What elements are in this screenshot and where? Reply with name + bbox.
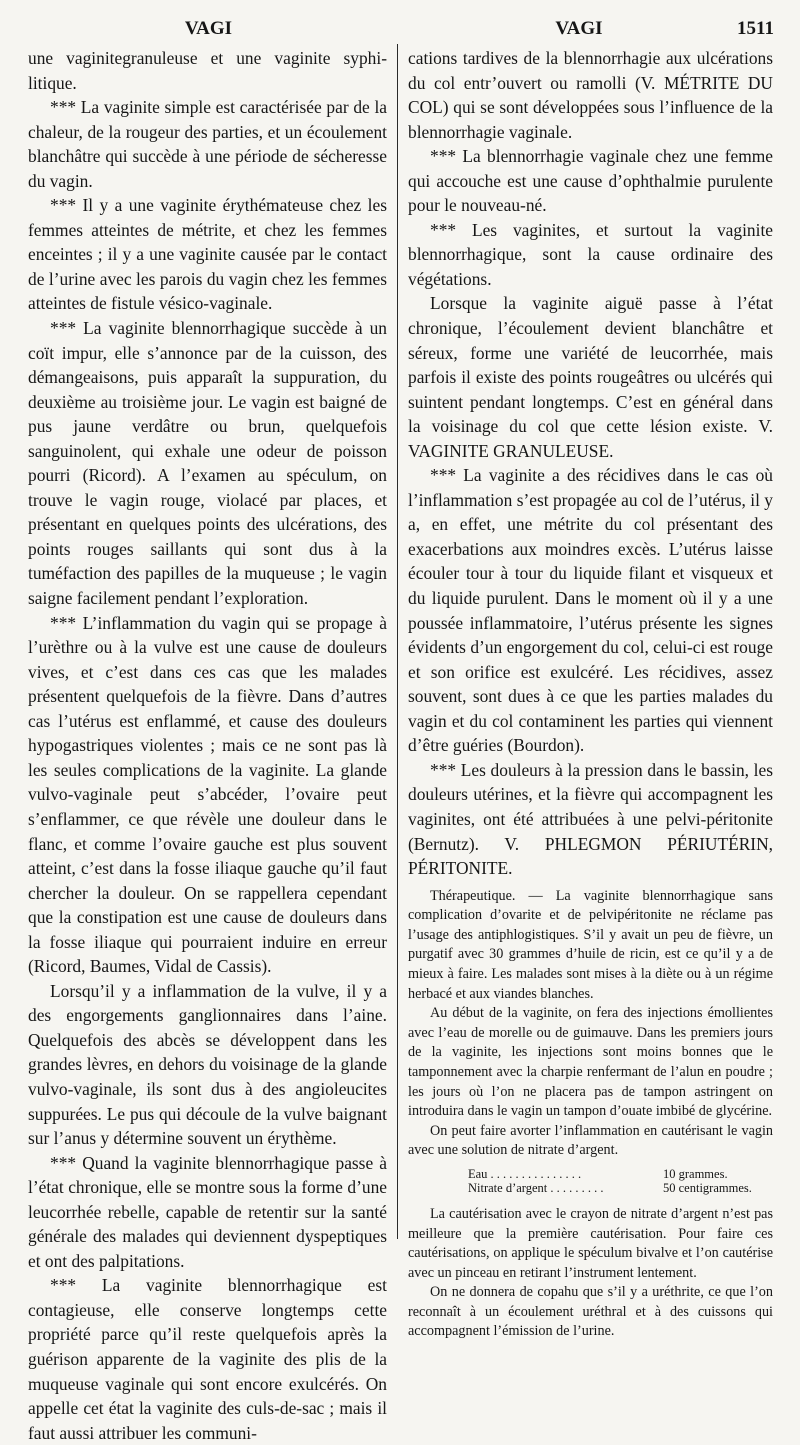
paragraph: *** Les douleurs à la pression dans le bassin, les douleurs utérines, et la fièvre qui accompagnent les vaginites, ont été attribuées à une pelvi-péritonite (Bernutz). V. PHLEGMON PÉRIUTÉRIN, PÉRITONITE. (408, 759, 773, 879)
paragraph: On ne donnera de copahu que s’il y a uréthrite, ce que l’on reconnaît à un écoulement uréthral et à des cuissons qui accompagnent l’émission de l’urine. (408, 1284, 773, 1340)
column-divider (397, 44, 398, 1239)
paragraph: *** Quand la vaginite blennorrhagique passe à l’état chronique, elle se montre sous la forme d’une leucorrhée rebelle, capable de retentir sur la santé générale des malades qui deviennent dyspeptiques et ont des palpitations. (28, 1152, 387, 1271)
ingredient: Eau . . . . . . . . . . . . . . . (468, 1166, 582, 1181)
paragraph: Au début de la vaginite, on fera des injections émollientes avec l’eau de morelle ou de guimauve. Dans les premiers jours de la vaginite, les injections sont moins bonnes que le tamponnement avec la charpie renfermant de l’alun en poudre ; les jours où l’on ne placera pas de tampon astringent on introduira dans le vagin un tampon d’ouate imbibé de glycérine. (408, 1005, 773, 1120)
paragraph: *** L’inflammation du vagin qui se propage à l’urèthre ou à la vulve est une cause de douleurs vives, et c’est dans ces cas que les malades présentent quelquefois de la fièvre. Dans d’autres cas l’utérus est enflammé, et cause des douleurs hypogastriques violentes ; mais ce ne sont pas là les seules complications de la vaginite. La glande vulvo-vaginale peut s’abcéder, l’ovaire peut s’enflammer, ce que révèle une douleur dans le flanc, et comme l’ovaire gauche est plus souvent atteint, c’est dans la fosse iliaque gauche qu’il faut chercher la douleur. On se rappellera cependant que la constipation est une cause de douleurs dans la fosse iliaque qui pourraient induire en erreur (Ricord, Baumes, Vidal de Cassis). (28, 612, 387, 977)
ingredient: Nitrate d’argent . . . . . . . . . (468, 1180, 604, 1195)
page-number: 1511 (737, 18, 774, 39)
quantity: 10 grammes. (663, 1166, 728, 1181)
therapeutique-section (408, 887, 773, 1342)
running-header (26, 18, 774, 44)
paragraph: La cautérisation avec le crayon de nitrate d’argent n’est pas meilleure que la première cautérisation. Pour faire ces cautérisations, on applique le spéculum bivalve et l’on cautérise avec un pinceau en retirant l’instrument lentement. (408, 1205, 773, 1281)
paragraph: *** Les vaginites, et surtout la vaginite blennorrhagique, sont la cause ordinaire des végétations. (408, 219, 773, 289)
prescription-row (408, 1181, 773, 1195)
paragraph: *** La vaginite a des récidives dans le cas où l’inflammation s’est propagée au col de l’utérus, il y a, en effet, une métrite du col présentant des exacerbations aux moindres excès. L’utérus laisse écouler tour à tour du liquide filant et visqueux et du liquide purulent. Dans le moment où il y a une poussée inflammatoire, l’utérus présente les signes évidents d’un engorgement du col, celui-ci est rouge et son orifice est exulcéré. Les récidives, assez souvent, sont dues à ce que les parties malades du vagin et du col contaminent les parties qui viennent d’être guéries (Bourdon). (408, 465, 773, 756)
right-running-title: VAGI (555, 18, 603, 39)
paragraph: *** La vaginite blennorrhagique est contagieuse, elle conserve longtemps cette propriété parce qu’il reste quelquefois après la guérison apparente de la vaginite des plis de la muqueuse vaginale qui sont encore exulcérés. On appelle cet état la vaginite des culs-de-sac ; mais il faut aussi attribuer les communi- (28, 1275, 387, 1443)
paragraph: une vaginitegranuleuse et une vaginite syphi-litique. (28, 48, 387, 93)
prescription-row (408, 1167, 773, 1181)
paragraph: *** La vaginite blennorrhagique succède à un coït impur, elle s’annonce par de la cuisson, des démangeaisons, puis apparaît la suppuration, du deuxième au troisième jour. Le vagin est baigné de pus jaune verdâtre ou brun, quelquefois sanguinolent, qui exhale une odeur de poisson pourri (Ricord). A l’examen au spéculum, on trouve le vagin rouge, violacé par places, et présentant en quelques points des ulcérations, des points rouges saillants qui sont dus à la tuméfaction des papilles de la muqueuse ; le vagin saigne facilement pendant l’exploration. (28, 318, 387, 609)
paragraph: *** La vaginite simple est caractérisée par de la chaleur, de la rougeur des parties, et un écoulement blanchâtre qui succède à une période de sécheresse du vagin. (28, 97, 387, 191)
left-running-title: VAGI (184, 18, 233, 39)
paragraph: Lorsqu’il y a inflammation de la vulve, il y a des engorgements ganglionnaires dans l’aine. Quelquefois des abcès se développent dans les grandes lèvres, en dehors du voisinage de la glande vulvo-vaginale, ils sont dus à des angioleucites suppurées. Le pus qui découle de la vulve baignant sur l’anus y détermine souvent un érythème. (28, 980, 387, 1149)
quantity: 50 centigrammes. (663, 1180, 752, 1195)
paragraph: Lorsque la vaginite aiguë passe à l’état chronique, l’écoulement devient blanchâtre et séreux, forme une variété de leucorrhée, mais parfois il existe des points rougeâtres ou ulcérés qui suintent pendant longtemps. C’est en général dans la voisinage du col que cette lésion existe. V. VAGINITE GRANULEUSE. (408, 293, 773, 461)
right-column (408, 46, 773, 1342)
paragraph: *** La blennorrhagie vaginale chez une femme qui accouche est une cause d’ophthalmie purulente pour le nouveau-né. (408, 146, 773, 216)
prescription-table (408, 1167, 773, 1195)
paragraph: Thérapeutique. — La vaginite blennorrhagique sans complication d’ovarite et de pelvipéritonite ne réclame pas l’usage des antiphlogistiques. S’il y avait un peu de fièvre, un purgatif avec 30 grammes d’huile de ricin, est ce qu’il y a de mieux à faire. Les malades sont mises à la diète ou à un régime herbacé et aux viandes blanches. (408, 887, 773, 1002)
paragraph: cations tardives de la blennorrhagie aux ulcérations du col entr’ouvert ou ramolli (V. MÉTRITE DU COL) qui se sont développées sous l’influence de la blennorrhagie vaginale. (408, 48, 773, 142)
paragraph: *** Il y a une vaginite érythémateuse chez les femmes atteintes de métrite, et chez les femmes enceintes ; il y a une vaginite causée par le contact de l’urine avec les parois du vagin chez les femmes atteintes de fistule vésico-vaginale. (28, 195, 387, 314)
paragraph: On peut faire avorter l’inflammation en cautérisant le vagin avec une solution de nitrate d’argent. (408, 1122, 773, 1159)
left-column (28, 46, 387, 1445)
